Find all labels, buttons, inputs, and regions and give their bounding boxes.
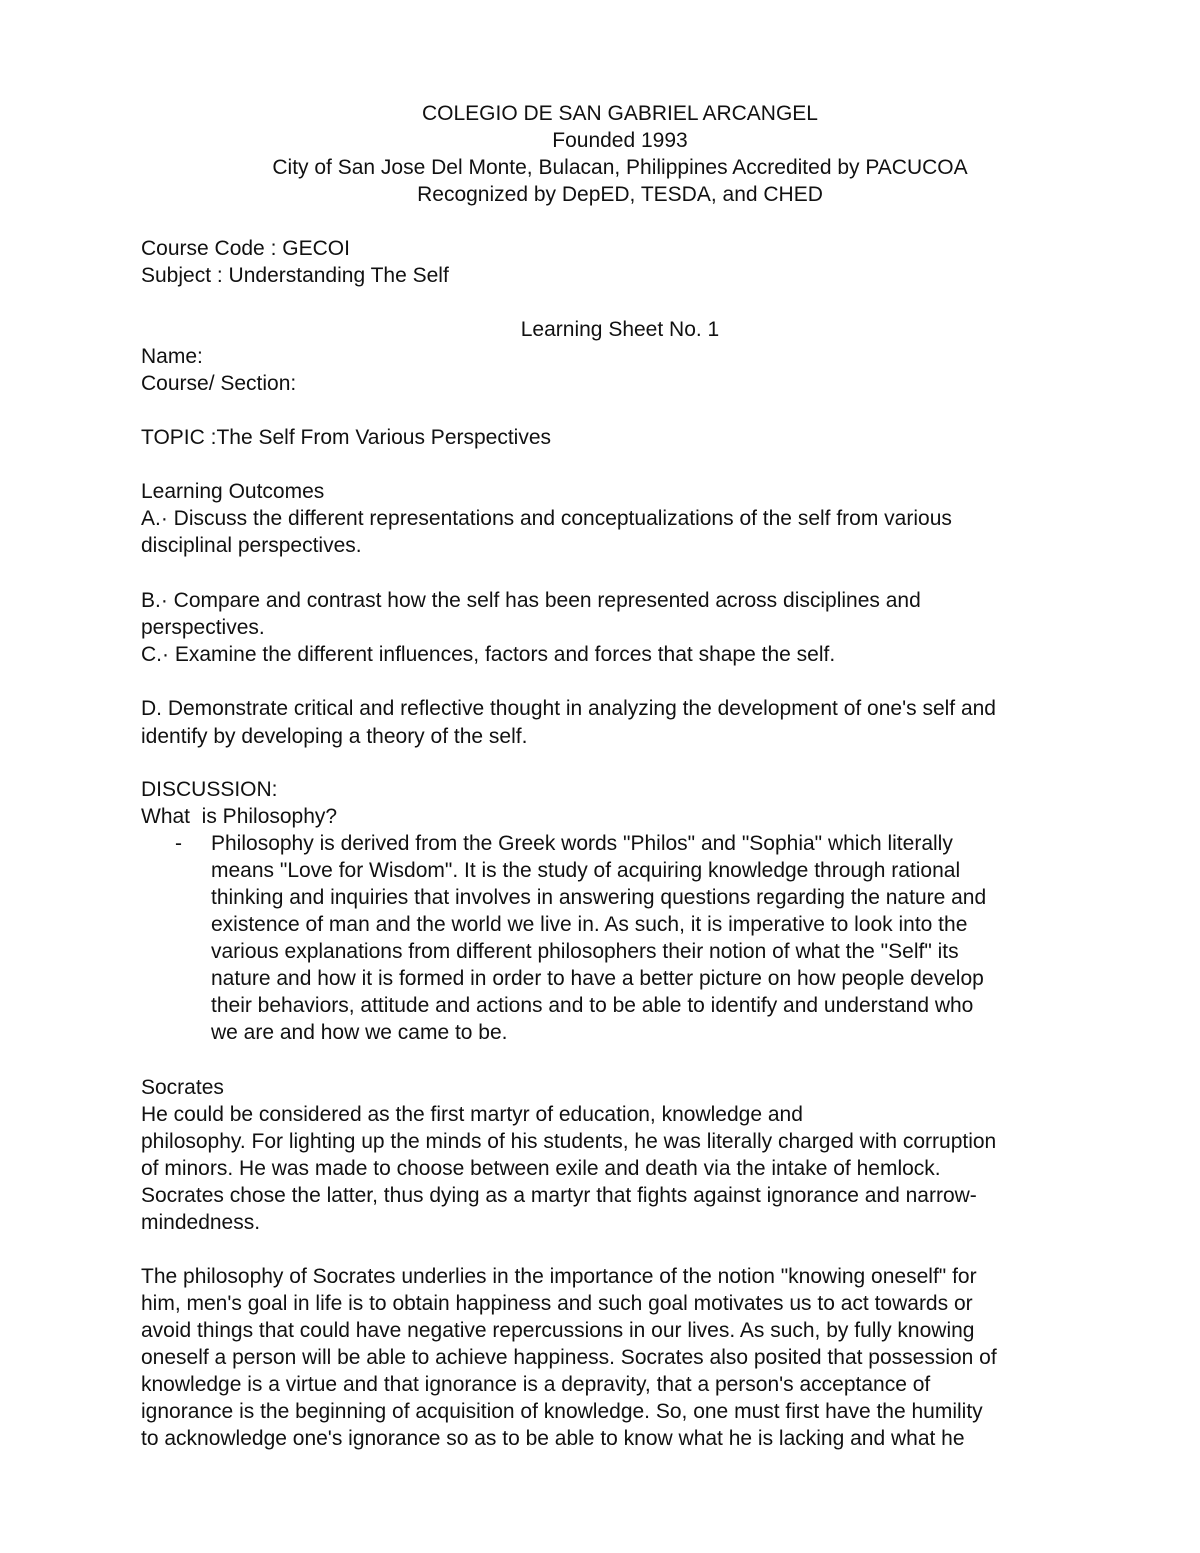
outcome-b-line-2: perspectives. — [141, 616, 265, 639]
founded-line: Founded 1993 — [552, 129, 688, 152]
paragraph-line: Socrates chose the latter, thus dying as a martyr that fights against ignorance and narrow- — [141, 1184, 977, 1207]
paragraph-line: The philosophy of Socrates underlies in the importance of the notion "knowing oneself" for — [141, 1265, 977, 1288]
outcome-d-line-1: D. Demonstrate critical and reflective thought in analyzing the development of one's self and — [141, 697, 996, 720]
paragraph-line: philosophy. For lighting up the minds of his students, he was literally charged with corruption — [141, 1130, 997, 1153]
bullet-line: Philosophy is derived from the Greek words "Philos" and "Sophia" which literally — [211, 832, 953, 855]
outcome-a-line-2: disciplinal perspectives. — [141, 534, 362, 557]
location-line: City of San Jose Del Monte, Bulacan, Philippines Accredited by PACUCOA — [272, 156, 968, 179]
bullet-line: nature and how it is formed in order to have a better picture on how people develop — [211, 967, 984, 990]
bullet-line: existence of man and the world we live in. As such, it is imperative to look into the — [211, 913, 968, 936]
course-subject: Subject : Understanding The Self — [141, 264, 449, 287]
outcomes-heading: Learning Outcomes — [141, 480, 325, 503]
bullet-dash-marker: - — [175, 832, 182, 855]
course-code: Course Code : GECOI — [141, 237, 350, 260]
paragraph-line: knowledge is a virtue and that ignorance is a depravity, that a person's acceptance of — [141, 1373, 931, 1396]
section-label: Course/ Section: — [141, 372, 297, 395]
bullet-line: their behaviors, attitude and actions and to be able to identify and understand who — [211, 994, 974, 1017]
paragraph-line: avoid things that could have negative repercussions in our lives. As such, by fully knowing — [141, 1319, 975, 1342]
paragraph-line: him, men's goal in life is to obtain happiness and such goal motivates us to act towards or — [141, 1292, 973, 1315]
discussion-question: What is Philosophy? — [141, 805, 338, 828]
paragraph-line: ignorance is the beginning of acquisition of knowledge. So, one must first have the humility — [141, 1400, 983, 1423]
bullet-line: various explanations from different philosophers their notion of what the "Self" its — [211, 940, 959, 963]
bullet-line: we are and how we came to be. — [211, 1021, 508, 1044]
paragraph-line: mindedness. — [141, 1211, 261, 1234]
learning-sheet-title: Learning Sheet No. 1 — [520, 318, 720, 341]
outcome-d-line-2: identify by developing a theory of the self. — [141, 725, 528, 748]
paragraph-line: oneself a person will be able to achieve happiness. Socrates also posited that possession of — [141, 1346, 997, 1369]
outcome-b-line-1: B.· Compare and contrast how the self has been represented across disciplines and — [141, 589, 921, 612]
socrates-heading: Socrates — [141, 1076, 224, 1099]
discussion-heading: DISCUSSION: — [141, 778, 278, 801]
outcome-a-line-1: A.· Discuss the different representations and conceptualizations of the self from various — [141, 507, 952, 530]
paragraph-line: to acknowledge one's ignorance so as to be able to know what he is lacking and what he — [141, 1427, 965, 1450]
name-label: Name: — [141, 345, 203, 368]
school-name: COLEGIO DE SAN GABRIEL ARCANGEL — [421, 102, 818, 125]
topic-line: TOPIC :The Self From Various Perspectives — [141, 426, 552, 449]
outcome-c-line-1: C.· Examine the different influences, factors and forces that shape the self. — [141, 643, 836, 666]
recognition-line: Recognized by DepED, TESDA, and CHED — [417, 183, 823, 206]
bullet-line: thinking and inquiries that involves in answering questions regarding the nature and — [211, 886, 987, 909]
bullet-line: means "Love for Wisdom". It is the study of acquiring knowledge through rational — [211, 859, 961, 882]
paragraph-line: He could be considered as the first martyr of education, knowledge and — [141, 1103, 803, 1126]
paragraph-line: of minors. He was made to choose between exile and death via the intake of hemlock. — [141, 1157, 941, 1180]
